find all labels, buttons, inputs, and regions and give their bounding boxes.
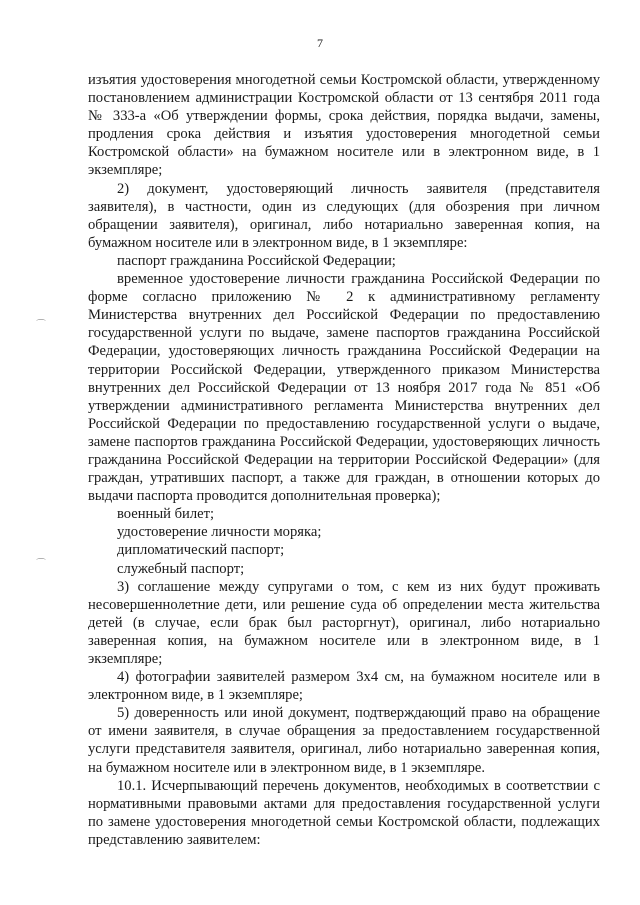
list-item-service-passport: служебный паспорт;	[117, 560, 245, 577]
list-item-passport: паспорт гражданина Российской Федерации;	[117, 252, 396, 269]
page-number: 7	[317, 36, 323, 50]
document-body	[88, 71, 600, 849]
paragraph-continuation: изъятия удостоверения многодетной семьи Костромской области, утвержденному постановлением администрации Костромской области от 13 сентября 2011 года № 333-а «Об утверждении формы, срока действия, порядка выдачи, замены, продления срока действия и изъятия удостоверения многодетной семьи Костромской области» на бумажном носителе или в электронном виде, в 1 экземпляре;	[88, 72, 600, 179]
list-item-diplomatic-passport: дипломатический паспорт;	[117, 542, 285, 559]
paragraph-item-2: 2) документ, удостоверяющий личность заявителя (представителя заявителя), в частности, один из следующих (для обозрения при личном обращении заявителя), оригинал, либо нотариально заверенная копия, на бумажном носителе или в электронном виде, в 1 экземпляре:	[88, 180, 600, 251]
list-item-temporary-id: временное удостоверение личности гражданина Российской Федерации по форме согласно приложению № 2 к административному регламенту Министерства внутренних дел Российской Федерации по предоставлению государственной услуги по выдаче, замене паспортов гражданина Российской Федерации, удостоверяющих личность гражданина Российской Федерации на территории Российской Федерации, утвержденного приказом Министерства внутренних дел Российской Федерации от 13 ноября 2017 года № 851 «Об утверждении административного регламента Министерства внутренних дел Российской Федерации по предоставлению государственной услуги о выдаче, замене паспортов гражданина Российской Федерации, удостоверяющих личность гражданина Российской Федерации на территории Российской Федерации» (для граждан, утративших паспорт, а также для граждан, в отношении которых до выдачи паспорта проводится дополнительная проверка);	[88, 271, 600, 505]
list-item-military-id: военный билет;	[117, 506, 215, 523]
paragraph-item-3: 3) соглашение между супругами о том, с кем из них будут проживать несовершеннолетние дети, или решение суда об определении места жительства детей (в случае, если брак был расторгнут), оригинал, либо нотариально заверенная копия, на бумажном носителе или в электронном виде, в 1 экземпляре;	[88, 578, 600, 667]
list-item-seaman-id: удостоверение личности моряка;	[117, 524, 322, 541]
margin-scan-mark: ⌒	[36, 559, 46, 570]
paragraph-10-1: 10.1. Исчерпывающий перечень документов, необходимых в соответствии с нормативными правовыми актами для предоставления государственной услуги по замене удостоверения многодетной семьи Костромской области, подлежащих представлению заявителем:	[88, 777, 600, 848]
margin-scan-mark: ⌒	[36, 320, 46, 331]
paragraph-item-4: 4) фотографии заявителей размером 3х4 см, на бумажном носителе или в электронном виде, в 1 экземпляре;	[88, 669, 600, 704]
paragraph-item-5: 5) доверенность или иной документ, подтверждающий право на обращение от имени заявителя, в случае обращения за предоставлением государственной услуги представителя заявителя, оригинал, либо нотариально заверенная копия, на бумажном носителе или в электронном виде, в 1 экземпляре.	[88, 705, 600, 776]
